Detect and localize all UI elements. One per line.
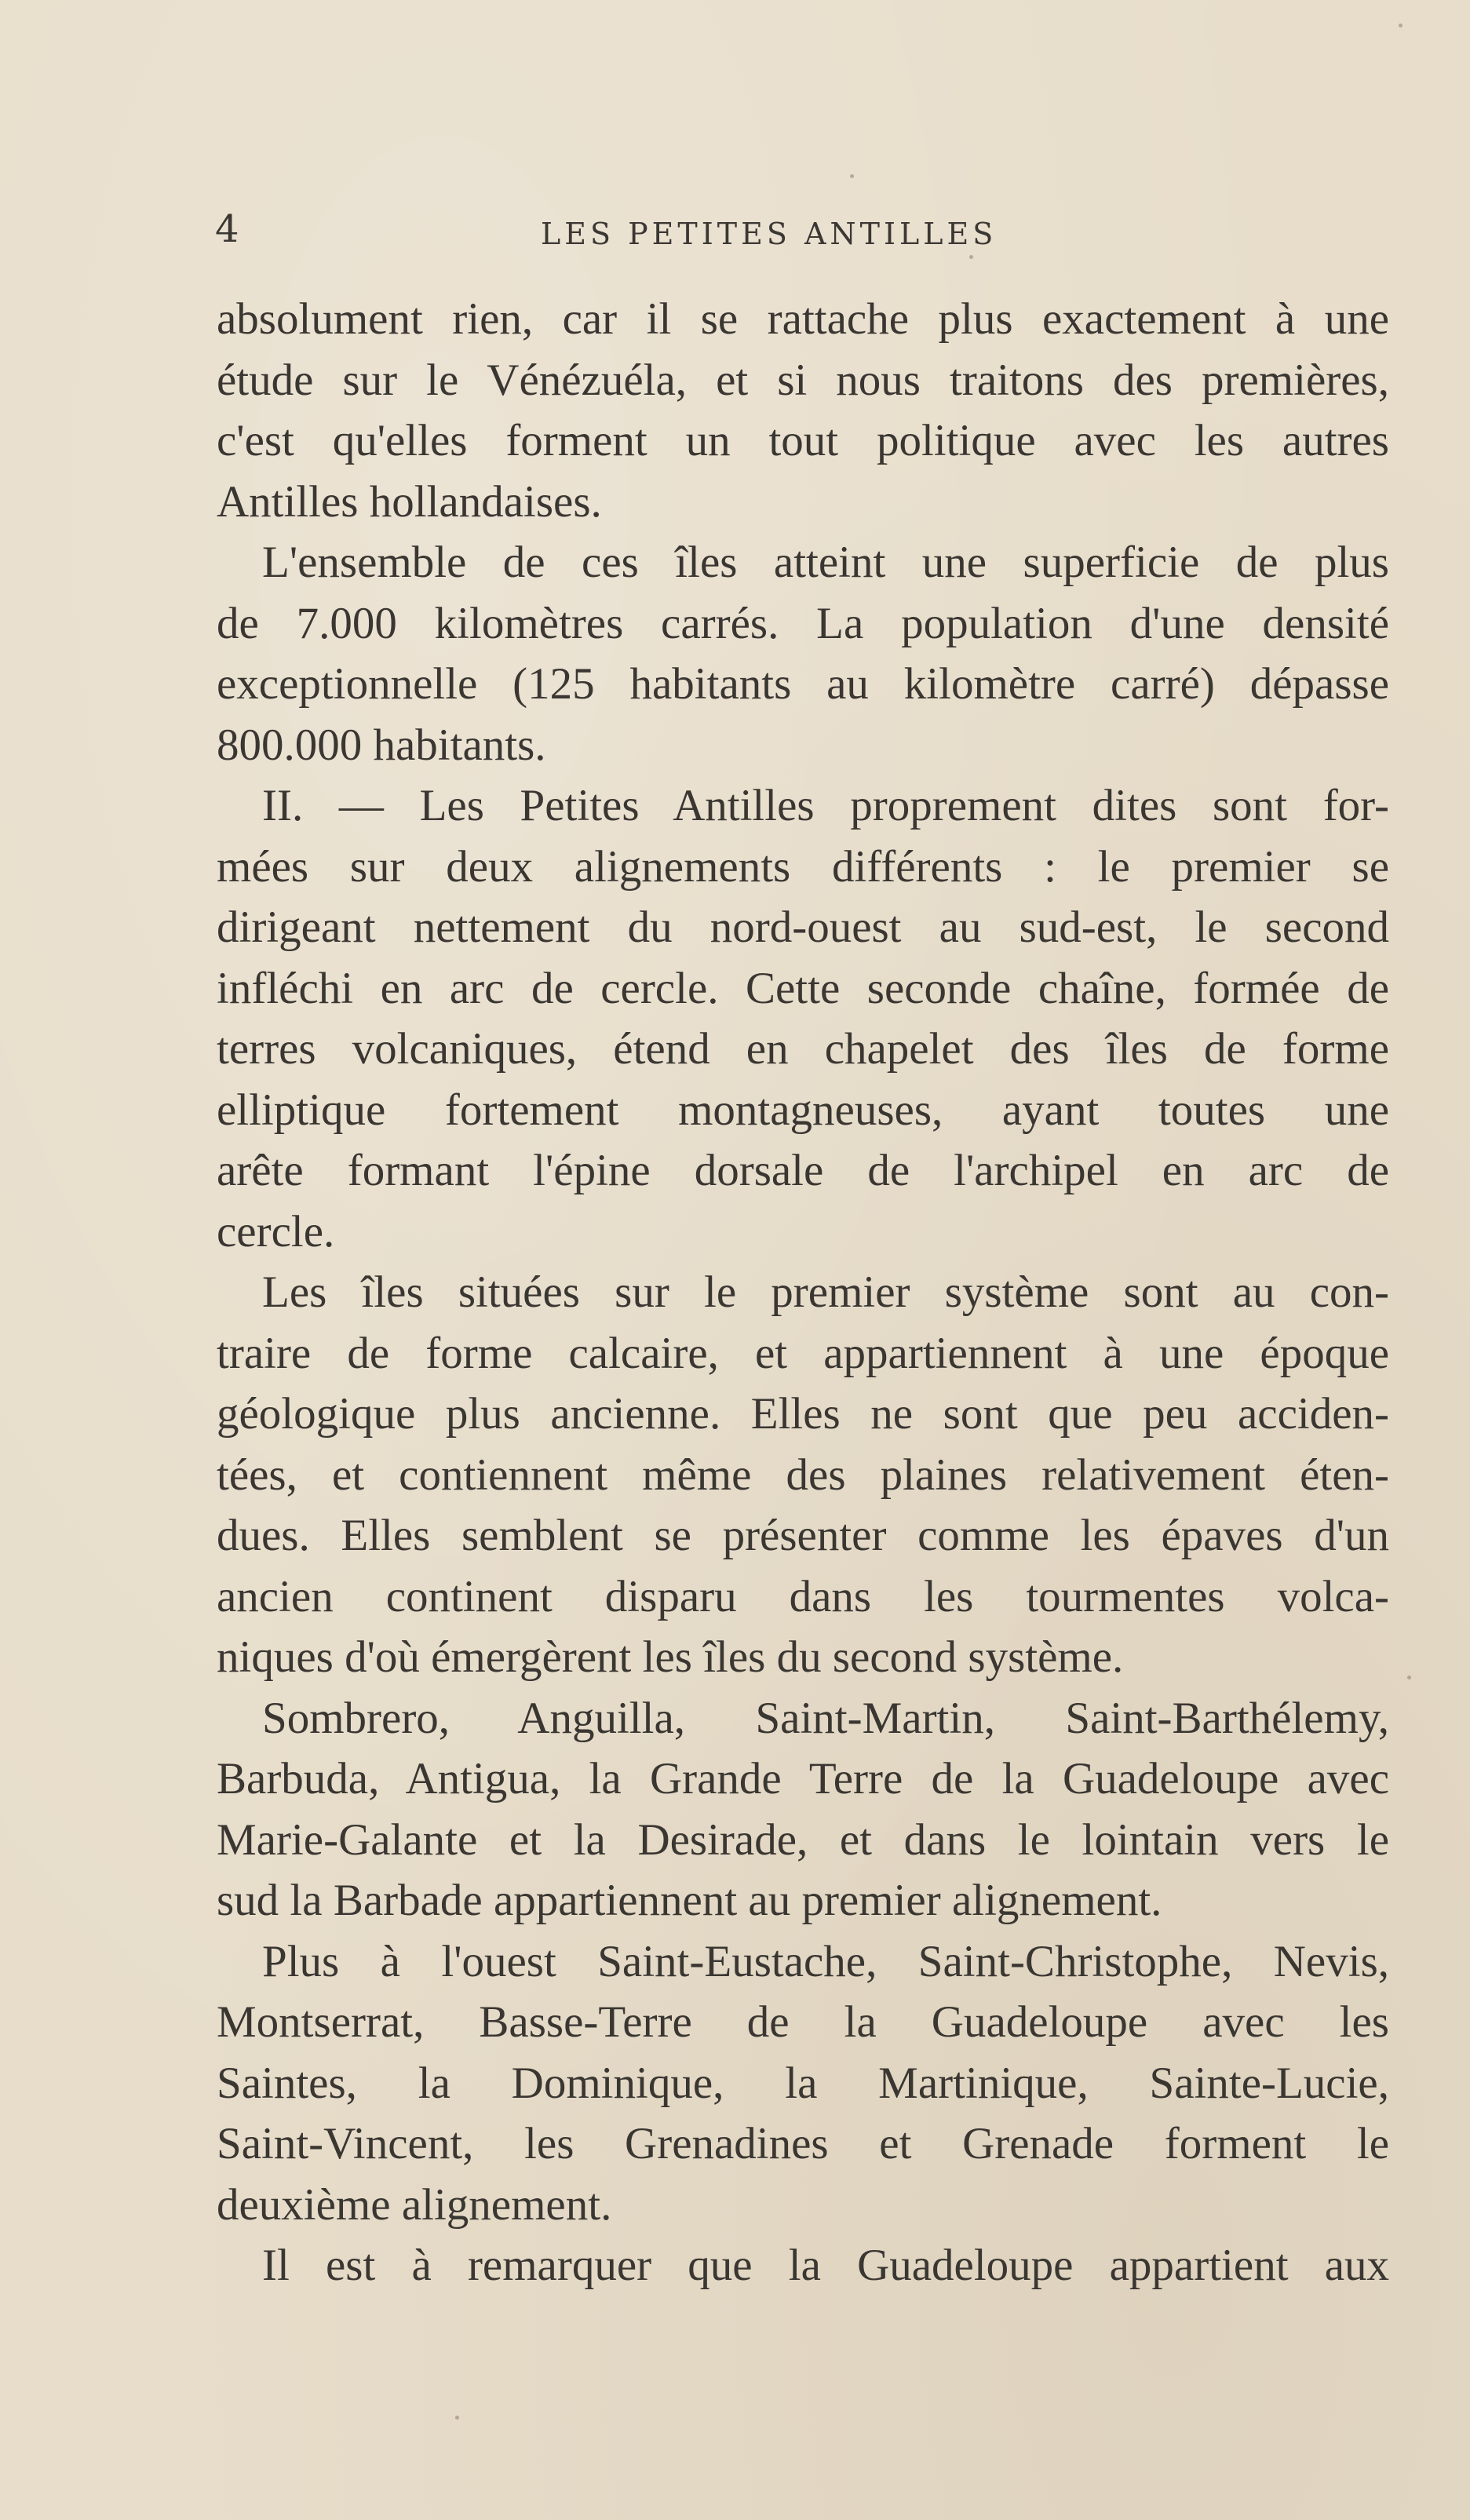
text-line: dirigeant nettement du nord-ouest au sud-est, le second <box>217 903 1389 952</box>
text-line: Sombrero, Anguilla, Saint-Martin, Saint-Barthélemy, <box>262 1693 1389 1743</box>
running-head <box>215 206 1391 253</box>
text-line: Saint-Vincent, les Grenadines et Grenade forment le <box>217 2119 1389 2168</box>
text-line: traire de forme calcaire, et appartiennent à une époque <box>217 1328 1389 1378</box>
text-line: Il est à remarquer que la Guadeloupe appartient aux <box>262 2241 1389 2290</box>
paper-speck <box>455 2416 459 2420</box>
text-line: L'ensemble de ces îles atteint une superficie de plus <box>262 538 1389 587</box>
paragraph <box>217 1931 1389 2236</box>
text-line: Saintes, la Dominique, la Martinique, Sainte-Lucie, <box>217 2058 1389 2108</box>
text-line: 800.000 habitants. <box>217 720 546 770</box>
text-line: Plus à l'ouest Saint-Eustache, Saint-Christophe, Nevis, <box>262 1936 1389 1986</box>
paragraph <box>217 532 1389 775</box>
text-line: Montserrat, Basse-Terre de la Guadeloupe avec les <box>217 1997 1389 2047</box>
text-line: terres volcaniques, étend en chapelet des îles de forme <box>217 1024 1389 1074</box>
text-line: sud la Barbade appartiennent au premier alignement. <box>217 1876 1162 1925</box>
paper-speck <box>850 174 854 178</box>
running-title: LES PETITES ANTILLES <box>541 217 998 251</box>
paragraph <box>217 1262 1389 1688</box>
text-line: Antilles hollandaises. <box>217 476 602 527</box>
text-line: absolument rien, car il se rattache plus exactement à une <box>217 294 1389 344</box>
text-line: Les îles situées sur le premier système sont au con- <box>262 1267 1389 1317</box>
paper-speck <box>969 255 973 259</box>
text-line: géologique plus ancienne. Elles ne sont que peu acciden- <box>217 1389 1389 1439</box>
text-line: étude sur le Vénézuéla, et si nous traitons des premières, <box>217 355 1389 405</box>
text-line: elliptique fortement montagneuses, ayant toutes une <box>217 1085 1389 1135</box>
text-line: Marie-Galante et la Desirade, et dans le lointain vers le <box>217 1814 1389 1865</box>
text-line: deuxième alignement. <box>217 2179 612 2230</box>
text-line: dues. Elles semblent se présenter comme les épaves d'un <box>217 1511 1389 1560</box>
paragraph <box>217 289 1389 532</box>
text-line: c'est qu'elles forment un tout politique avec les autres <box>217 416 1389 465</box>
text-line: mées sur deux alignements différents : le premier se <box>217 841 1389 892</box>
paper-speck <box>1407 1676 1411 1679</box>
text-line: de 7.000 kilomètres carrés. La population d'une densité <box>217 598 1389 648</box>
text-line: tées, et contiennent même des plaines relativement éten- <box>217 1450 1389 1500</box>
text-line: cercle. <box>217 1206 335 1256</box>
text-line: niques d'où émergèrent les îles du second système. <box>217 1632 1124 1682</box>
paragraph <box>217 775 1389 1262</box>
text-line: ancien continent disparu dans les tourmentes volca- <box>217 1571 1389 1621</box>
text-line: Barbuda, Antigua, la Grande Terre de la Guadeloupe avec <box>217 1754 1389 1803</box>
body-text <box>217 289 1389 2296</box>
text-line: infléchi en arc de cercle. Cette seconde chaîne, formée de <box>217 963 1389 1013</box>
paragraph <box>217 2235 1389 2296</box>
paragraph <box>217 1688 1389 1931</box>
text-line: exceptionnelle (125 habitants au kilomètre carré) dépasse <box>217 659 1389 709</box>
page-number: 4 <box>215 207 239 251</box>
text-line: arête formant l'épine dorsale de l'archipel en arc de <box>217 1146 1389 1195</box>
paper-speck <box>1399 24 1403 27</box>
text-line: II. — Les Petites Antilles proprement dites sont for- <box>262 781 1389 830</box>
